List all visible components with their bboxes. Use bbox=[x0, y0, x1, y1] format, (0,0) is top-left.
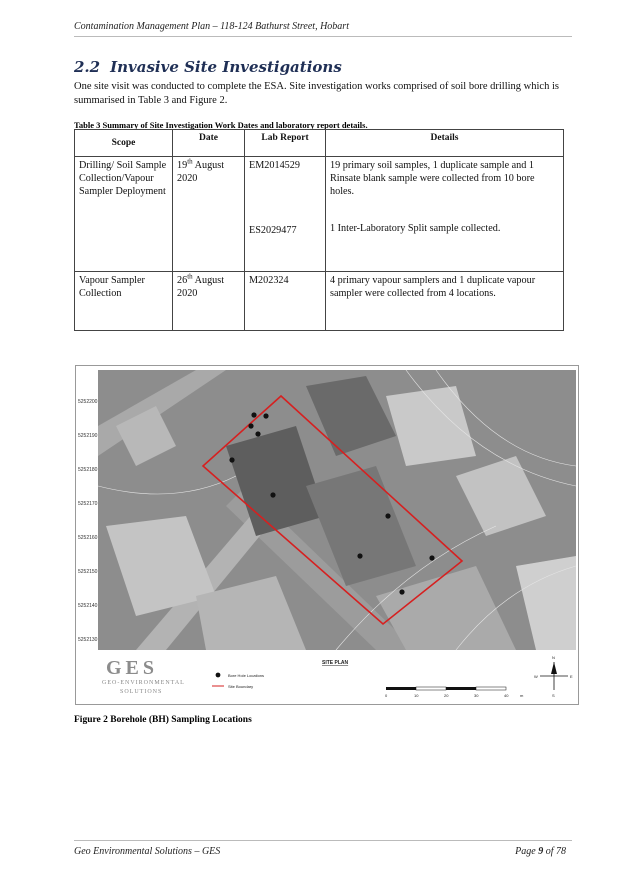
table-caption: Table 3 Summary of Site Investigation Work Dates and laboratory report details. bbox=[74, 120, 368, 130]
row1-details-1: 19 primary soil samples, 1 duplicate sample and 1 Rinsate blank sample were collected from 10 bore holes. bbox=[330, 160, 535, 197]
page-suffix: of 78 bbox=[543, 846, 566, 857]
page-prefix: Page bbox=[515, 846, 539, 857]
scale-label: 20 bbox=[444, 693, 449, 698]
footer-left: Geo Environmental Solutions – GES bbox=[74, 846, 221, 857]
northing-labels bbox=[78, 399, 98, 643]
row2-scope: Vapour Sampler Collection bbox=[75, 272, 173, 331]
section-heading bbox=[74, 58, 342, 76]
summary-table bbox=[74, 129, 564, 331]
scale-label: 30 bbox=[474, 693, 479, 698]
table-header-row bbox=[75, 130, 564, 157]
row1-date-day: 19 bbox=[177, 160, 188, 171]
northing-label: 5252130 bbox=[78, 637, 98, 643]
legend-borehole-icon bbox=[216, 673, 221, 678]
borehole-marker bbox=[399, 589, 404, 594]
borehole-marker bbox=[248, 423, 253, 428]
northing-label: 5252150 bbox=[78, 569, 98, 575]
row1-date bbox=[173, 157, 245, 272]
borehole-marker bbox=[357, 553, 362, 558]
scale-label: 10 bbox=[414, 693, 419, 698]
header-rule bbox=[74, 36, 572, 37]
row1-details bbox=[326, 157, 564, 272]
header-lab-report: Lab Report bbox=[245, 130, 326, 157]
compass-w: W bbox=[534, 674, 538, 679]
page-num: 9 bbox=[538, 846, 544, 857]
row2-date-day: 26 bbox=[177, 275, 188, 286]
compass-e: E bbox=[570, 674, 573, 679]
row1-details-2: 1 Inter-Laboratory Split sample collected. bbox=[330, 223, 501, 234]
northing-label: 5252160 bbox=[78, 535, 98, 541]
site-plan-figure bbox=[75, 365, 579, 705]
page-number bbox=[515, 846, 566, 857]
table-row bbox=[75, 272, 564, 331]
borehole-marker bbox=[385, 513, 390, 518]
row2-details: 4 primary vapour samplers and 1 duplicate vapour sampler were collected from 4 locations. bbox=[326, 272, 564, 331]
borehole-marker bbox=[229, 457, 234, 462]
row2-date bbox=[173, 272, 245, 331]
northing-label: 5252140 bbox=[78, 603, 98, 609]
row1-lab-report-2: ES2029477 bbox=[249, 225, 297, 236]
scale-label: 40 bbox=[504, 693, 509, 698]
row2-date-rest: August 2020 bbox=[177, 275, 225, 299]
northing-label: 5252200 bbox=[78, 399, 98, 405]
site-plan-title: SITE PLAN bbox=[322, 660, 349, 666]
borehole-marker bbox=[263, 413, 268, 418]
site-plan-map bbox=[76, 366, 578, 704]
borehole-marker bbox=[270, 492, 275, 497]
footer-rule bbox=[74, 840, 572, 841]
compass-s: S bbox=[552, 693, 555, 698]
header-scope: Scope bbox=[75, 130, 173, 157]
borehole-marker bbox=[429, 555, 434, 560]
row1-lab bbox=[245, 157, 326, 272]
legend-borehole-label: Bore Hole Locations bbox=[228, 673, 265, 678]
scale-label: 0 bbox=[385, 693, 388, 698]
legend-boundary-label: Site Boundary bbox=[228, 684, 254, 689]
northing-label: 5252190 bbox=[78, 433, 98, 439]
row1-date-rest: August 2020 bbox=[177, 160, 225, 184]
ges-logo-line2: SOLUTIONS bbox=[120, 689, 163, 695]
figure-caption: Figure 2 Borehole (BH) Sampling Locations bbox=[74, 715, 252, 725]
northing-label: 5252170 bbox=[78, 501, 98, 507]
running-header: Contamination Management Plan – 118-124 Bathurst Street, Hobart bbox=[74, 21, 349, 32]
borehole-marker bbox=[251, 412, 256, 417]
section-number: 2.2 bbox=[74, 58, 101, 76]
scale-unit: m bbox=[520, 693, 524, 698]
northing-label: 5252180 bbox=[78, 467, 98, 473]
row2-date-sup: th bbox=[187, 272, 193, 281]
row1-scope: Drilling/ Soil Sample Collection/Vapour Sampler Deployment bbox=[75, 157, 173, 272]
row2-lab: M202324 bbox=[245, 272, 326, 331]
row1-date-sup: th bbox=[187, 157, 193, 166]
table-row bbox=[75, 157, 564, 272]
ges-logo-line1: GEO-ENVIRONMENTAL bbox=[102, 680, 185, 686]
header-details: Details bbox=[326, 130, 564, 157]
header-date: Date bbox=[173, 130, 245, 157]
intro-paragraph: One site visit was conducted to complete the ESA. Site investigation works comprised of soil bore drilling which is summarised in Table 3 and Figure 2. bbox=[74, 81, 559, 106]
row1-lab-report-1: EM2014529 bbox=[249, 160, 300, 171]
section-title: Invasive Site Investigations bbox=[110, 58, 342, 76]
compass-n: N bbox=[552, 655, 555, 660]
ges-logo: GES bbox=[106, 657, 159, 679]
borehole-marker bbox=[255, 431, 260, 436]
